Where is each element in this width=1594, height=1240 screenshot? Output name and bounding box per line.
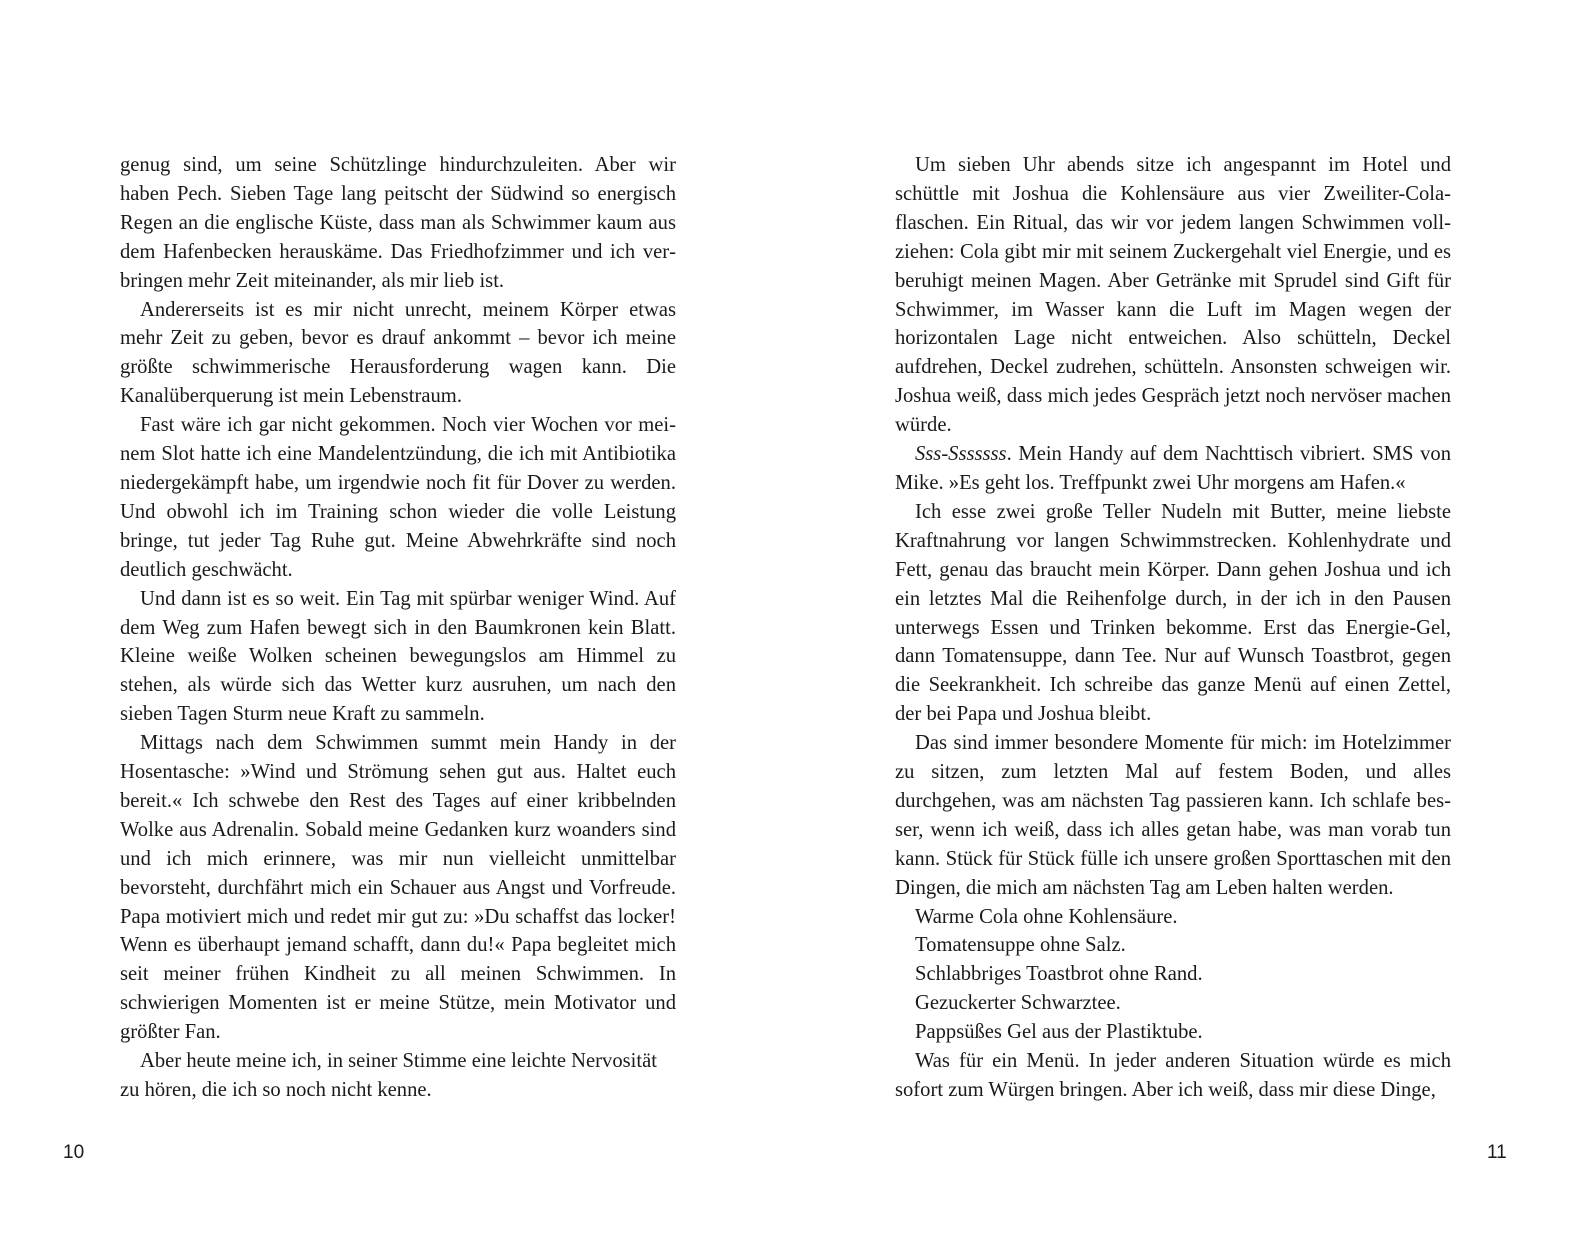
paragraph: Ich esse zwei große Teller Nudeln mit Butter, meine liebste Kraftnahrung vor langen Schwimmstrecken. Kohlenhydrate und Fett, genau das braucht mein Körper. Dann gehen Joshua und ich ein letztes Mal die Reihenfolge durch, in der ich in den Pausen unterwegs Essen und Trinken bekomme. Erst das Energie-Gel, dann Tomatensuppe, dann Tee. Nur auf Wunsch Toastbrot, gegen die Seekrankheit. Ich schreibe das ganze Menü auf einen Zettel, der bei Papa und Joshua bleibt. [895,500,1451,726]
paragraph: Was für ein Menü. In jeder anderen Situation würde es mich sofort zum Würgen bringen. Aber ich weiß, dass mir diese Dinge, [895,1050,1451,1101]
sms-sound-italic: Sss-Sssssss [915,443,1007,466]
right-page-text [895,151,1451,1105]
page-number-right: 11 [1487,1142,1507,1163]
page-number-left: 10 [63,1142,85,1163]
menu-item: Pappsüßes Gel aus der Plastiktube. [915,1021,1203,1044]
paragraph: Mittags nach dem Schwimmen summt mein Handy in der Hosentasche: »Wind und Strömung sehen gut aus. Haltet euch bereit.« Ich schwebe den Rest des Tages auf einer kribbelnden Wolke aus Adrenalin. Sobald meine Gedanken kurz woanders sind und ich mich erinnere, was mir nun vielleicht unmittelbar bevorsteht, durchfährt mich ein Schauer aus Angst und Vorfreude. Papa motiviert mich und redet mir gut zu: »Du schaffst das locker! Wenn es überhaupt jemand schafft, dann du!« Papa begleitet mich seit meiner frühen Kindheit zu all meinen Schwimmen. In schwierigen Momenten ist er meine Stütze, mein Motivator und größter Fan. [120,732,676,1044]
paragraph: Aber heute meine ich, in seiner Stimme eine leichte Nervosität zu hören, die ich so noch nicht kenne. [120,1050,657,1101]
paragraph-rest: . Mein Handy auf dem Nachttisch vibriert. SMS von Mike. »Es geht los. Treffpunkt zwei Uhr morgens am Hafen.« [895,443,1451,494]
paragraph: Fast wäre ich gar nicht gekommen. Noch vier Wochen vor meinem Slot hatte ich eine Mandelentzündung, die ich mit Antibiotika niedergekämpft habe, um irgendwie noch fit für Dover zu werden. Und obwohl ich im Training schon wieder die volle Leistung bringe, tut jeder Tag Ruhe gut. Meine Abwehrkräfte sind noch deutlich geschwächt. [120,414,676,581]
menu-item: Gezuckerter Schwarztee. [915,992,1121,1015]
menu-item: Tomatensuppe ohne Salz. [915,934,1126,957]
paragraph [895,440,1451,498]
left-page-text [120,151,676,1105]
menu-item: Warme Cola ohne Kohlensäure. [915,905,1178,928]
paragraph: Das sind immer besondere Momente für mich: im Hotelzimmer zu sitzen, zum letzten Mal auf festem Boden, und alles durchgehen, was am nächsten Tag passieren kann. Ich schlafe besser, wenn ich weiß, dass ich alles getan habe, was man vorab tun kann. Stück für Stück fülle ich unsere großen Sporttaschen mit den Dingen, die mich am nächsten Tag am Leben halten werden. [895,732,1451,899]
paragraph: Andererseits ist es mir nicht unrecht, meinem Körper etwas mehr Zeit zu geben, bevor es drauf ankommt – bevor ich meine größte schwimmerische Herausforderung wagen kann. Die Kanalüberquerung ist mein Lebenstraum. [120,298,676,408]
paragraph: Und dann ist es so weit. Ein Tag mit spürbar weniger Wind. Auf dem Weg zum Hafen bewegt sich in den Baumkronen kein Blatt. Kleine weiße Wolken scheinen bewegungslos am Himmel zu stehen, als würde sich das Wetter kurz ausruhen, um nach den sieben Tagen Sturm neue Kraft zu sammeln. [120,587,676,726]
menu-item: Schlabbriges Toastbrot ohne Rand. [915,963,1203,986]
paragraph: genug sind, um seine Schützlinge hindurchzuleiten. Aber wir haben Pech. Sieben Tage lang peitscht der Südwind so energisch Regen an die englische Küste, dass man als Schwimmer kaum aus dem Hafenbecken herauskäme. Das Friedhofzimmer und ich verbringen mehr Zeit miteinander, als mir lieb ist. [120,154,676,292]
paragraph: Um sieben Uhr abends sitze ich angespannt im Hotel und schüttle mit Joshua die Kohlensäure aus vier Zweiliter-Colaflaschen. Ein Ritual, das wir vor jedem langen Schwimmen vollziehen: Cola gibt mir mit seinem Zuckergehalt viel Energie, und es beruhigt meinen Magen. Aber Getränke mit Sprudel sind Gift für Schwimmer, im Wasser kann die Luft im Magen wegen der horizontalen Lage nicht entweichen. Also schütteln, Deckel aufdrehen, Deckel zudrehen, schütteln. Ansonsten schweigen wir. Joshua weiß, dass mich jedes Gespräch jetzt noch nervöser machen würde. [895,154,1451,437]
right-page [797,0,1594,1240]
